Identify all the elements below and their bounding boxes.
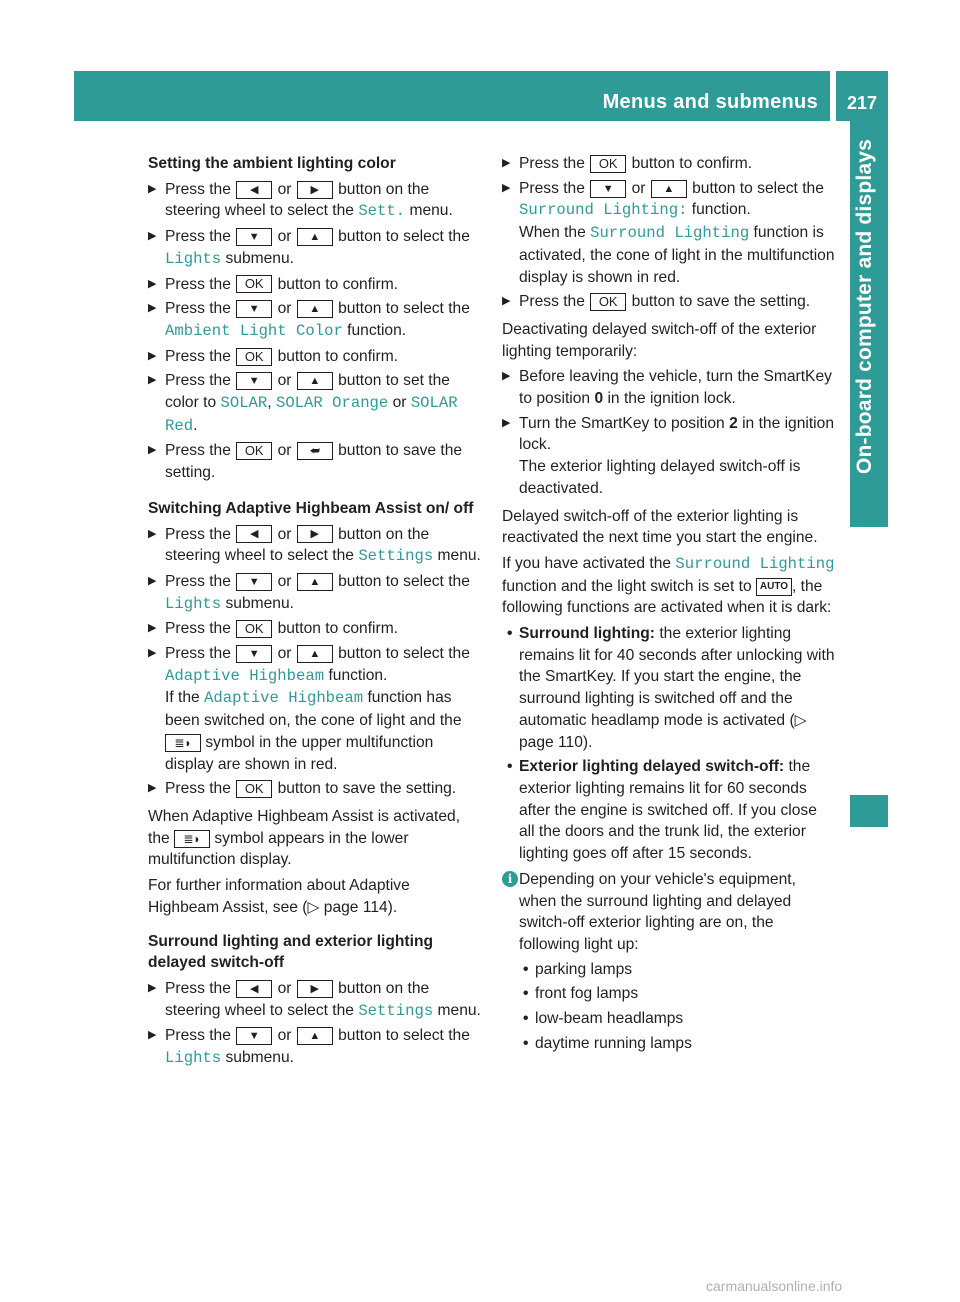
ok-key-icon: OK	[236, 780, 272, 798]
ok-key-icon: OK	[236, 620, 272, 638]
step: ▶ Press the OK button to confirm.	[502, 153, 836, 175]
right-arrow-key-icon: ▶	[297, 181, 333, 199]
step: ▶ Press the ▼ or ▲ button to select the Ambient Light Color function.	[148, 298, 484, 342]
chapter-marker	[850, 795, 888, 827]
right-arrow-key-icon: ▶	[297, 980, 333, 998]
ok-key-icon: OK	[236, 348, 272, 366]
list-item: • Exterior lighting delayed switch-off: the exterior lighting remains lit for 60 seconds after the engine is switched off. If you close all the doors and the trunk lid, the exterior lighting goes off after 15 seconds.	[502, 756, 836, 865]
info-icon: i	[502, 871, 518, 887]
up-arrow-key-icon: ▲	[651, 180, 687, 198]
up-arrow-key-icon: ▲	[297, 1027, 333, 1045]
down-arrow-key-icon: ▼	[236, 573, 272, 591]
down-arrow-key-icon: ▼	[236, 228, 272, 246]
heading-ambient: Setting the ambient lighting color	[148, 155, 396, 172]
step: ▶ Press the ▼ or ▲ button to select the Lights submenu.	[148, 1025, 484, 1069]
down-arrow-key-icon: ▼	[236, 1027, 272, 1045]
ok-key-icon: OK	[590, 293, 626, 311]
list-item: • low-beam headlamps	[502, 1008, 836, 1030]
left-arrow-key-icon: ◀	[236, 181, 272, 199]
page-number-box	[836, 71, 888, 121]
left-arrow-key-icon: ◀	[236, 525, 272, 543]
page-number: 217	[846, 93, 878, 113]
down-arrow-key-icon: ▼	[590, 180, 626, 198]
step: ▶ Press the OK button to confirm.	[148, 618, 484, 640]
back-key-icon: ⮨	[297, 442, 333, 460]
paragraph: Delayed switch-off of the exterior lighting is reactivated the next time you start the engine.	[502, 507, 818, 547]
ok-key-icon: OK	[590, 155, 626, 173]
step: ▶ Before leaving the vehicle, turn the SmartKey to position 0 in the ignition lock.	[502, 366, 836, 409]
up-arrow-key-icon: ▲	[297, 228, 333, 246]
down-arrow-key-icon: ▼	[236, 372, 272, 390]
step: ▶ Press the OK button to save the setting.	[148, 778, 484, 800]
step: ▶ Press the OK or ⮨ button to save the setting.	[148, 440, 484, 483]
paragraph: Deactivating delayed switch-off of the exterior lighting temporarily:	[502, 320, 817, 360]
ok-key-icon: OK	[236, 275, 272, 293]
up-arrow-key-icon: ▲	[297, 573, 333, 591]
heading-surround: Surround lighting and exterior lighting delayed switch-off	[148, 932, 434, 972]
up-arrow-key-icon: ▲	[297, 300, 333, 318]
watermark: carmanualsonline.info	[706, 1278, 843, 1294]
right-column	[502, 153, 836, 1057]
step: ▶ Press the ▼ or ▲ button to select the Surround Lighting: function. When the Surround Lighting function is activated, the cone of light in the multifunction display is shown in red.	[502, 178, 836, 289]
step: ▶ Press the ◀ or ▶ button on the steering wheel to select the Sett. menu.	[148, 179, 484, 223]
step: ▶ Press the ▼ or ▲ button to select the Lights submenu.	[148, 226, 484, 270]
highbeam-assist-icon: ≣◗	[165, 734, 201, 752]
section-title: Menus and submenus	[602, 91, 818, 113]
left-arrow-key-icon: ◀	[236, 980, 272, 998]
up-arrow-key-icon: ▲	[297, 372, 333, 390]
step: ▶ Press the ▼ or ▲ button to select the Lights submenu.	[148, 571, 484, 615]
up-arrow-key-icon: ▲	[297, 645, 333, 663]
step: ▶ Press the OK button to confirm.	[148, 346, 484, 368]
info-note: i Depending on your vehicle's equipment, when the surround lighting and delayed switch-off exterior lighting are on, the following light up:	[502, 869, 836, 956]
list-item: • Surround lighting: the exterior lighting remains lit for 40 seconds after unlocking with the SmartKey. If you start the engine, the surround lighting is switched off and the automatic headlamp mode is activated (▷ page 110).	[502, 623, 836, 753]
auto-headlamp-icon: AUTO	[756, 578, 792, 596]
step: ▶ Press the ◀ or ▶ button on the steering wheel to select the Settings menu.	[148, 524, 484, 568]
right-arrow-key-icon: ▶	[297, 525, 333, 543]
down-arrow-key-icon: ▼	[236, 300, 272, 318]
paragraph: If you have activated the Surround Lighting function and the light switch is set to AUTO , the following functions are activated when it is dark:	[502, 554, 835, 617]
page-header	[74, 71, 830, 121]
step: ▶ Press the ▼ or ▲ button to select the Adaptive Highbeam function. If the Adaptive Highbeam function has been switched on, the cone of light and the ≣◗ symbol in the upper multifunction display are shown in red.	[148, 643, 484, 775]
left-column	[148, 153, 484, 1073]
step: ▶ Press the ◀ or ▶ button on the steering wheel to select the Settings menu.	[148, 978, 484, 1022]
chapter-label: On-board computer and displays	[853, 138, 876, 474]
list-item: • front fog lamps	[502, 983, 836, 1005]
heading-highbeam: Switching Adaptive Highbeam Assist on/ off	[148, 499, 474, 517]
step: ▶ Press the ▼ or ▲ button to set the color to SOLAR, SOLAR Orange or SOLAR Red.	[148, 370, 484, 437]
list-item: • parking lamps	[502, 959, 836, 981]
step: ▶ Press the OK button to confirm.	[148, 274, 484, 296]
step: ▶ Turn the SmartKey to position 2 in the ignition lock. The exterior lighting delayed switch-off is deactivated.	[502, 413, 836, 500]
highbeam-assist-icon: ≣◗	[174, 830, 210, 848]
down-arrow-key-icon: ▼	[236, 645, 272, 663]
step: ▶ Press the OK button to save the setting.	[502, 291, 836, 313]
paragraph: When Adaptive Highbeam Assist is activated, the ≣◗ symbol appears in the lower multifunction display.	[148, 807, 461, 869]
paragraph: For further information about Adaptive Highbeam Assist, see (▷ page 114).	[148, 877, 410, 916]
list-item: • daytime running lamps	[502, 1033, 836, 1055]
ok-key-icon: OK	[236, 442, 272, 460]
